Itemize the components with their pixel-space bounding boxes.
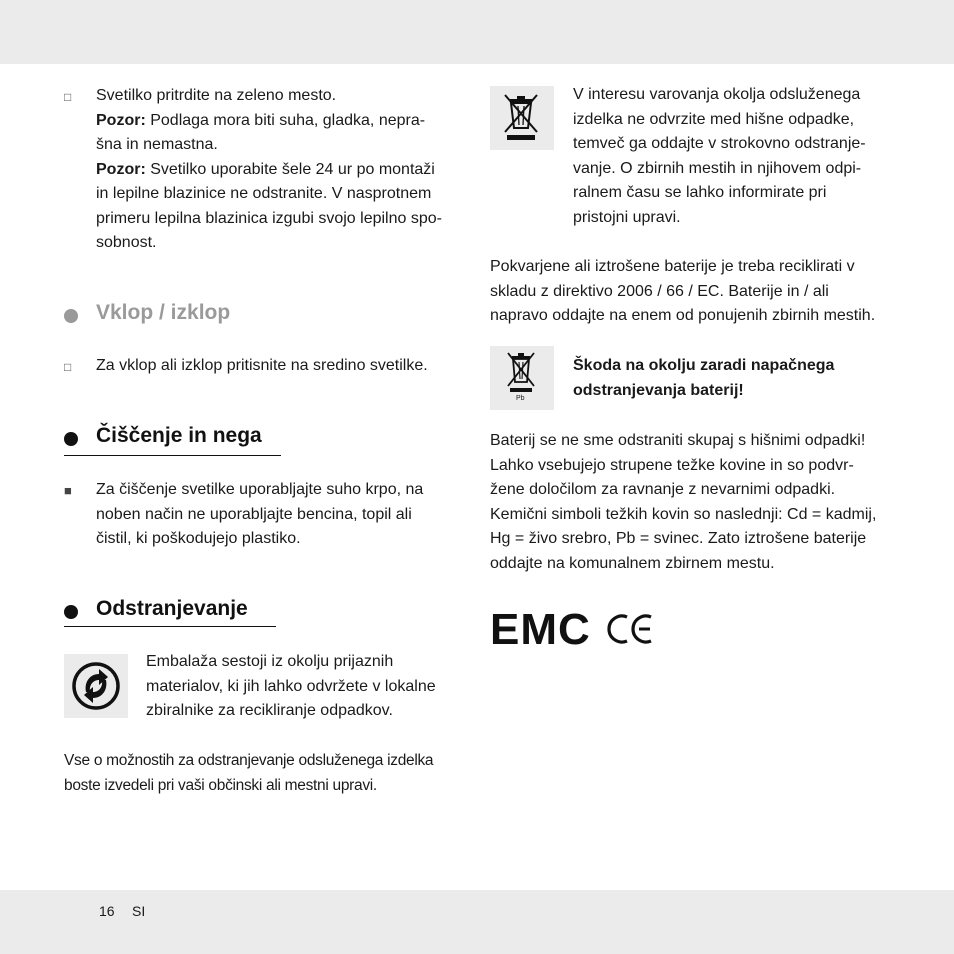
disposal-info bbox=[64, 749, 484, 798]
heading-dot bbox=[64, 432, 78, 446]
disposal-info-line: Vse o možnostih za odstranjevanje odsluženega izdelka bbox=[64, 752, 434, 769]
warning-1 bbox=[96, 109, 476, 134]
weee-line: pristojni upravi. bbox=[573, 208, 681, 226]
language-code: SI bbox=[132, 903, 146, 919]
crossed-bin-icon bbox=[490, 86, 554, 150]
heavy-metals-line: Lahko vsebujejo strupene težke kovine in so podvr- bbox=[490, 456, 854, 474]
warning-label: Pozor: bbox=[96, 111, 146, 129]
weee-line: V interesu varovanja okolja odsluženega bbox=[573, 86, 861, 103]
heavy-metals-line: žene določilom za ravnanje z nevarnimi odpadki. bbox=[490, 481, 836, 498]
care-line: čistil, ki poškodujejo plastiko. bbox=[96, 530, 301, 547]
list-bullet: □ bbox=[64, 90, 72, 104]
warning-1-cont: šna in nemastna. bbox=[96, 136, 218, 153]
heading-text: Vklop / izklop bbox=[96, 301, 231, 324]
weee-line: temveč ga oddajte v strokovno odstranje- bbox=[573, 135, 866, 152]
warning-2-cont: sobnost. bbox=[96, 234, 157, 251]
battery-warning-line: Škoda na okolju zaradi napačnega bbox=[573, 357, 835, 374]
heavy-metals-line: Hg = živo srebro, Pb = svinec. Zato iztrošene baterije bbox=[490, 530, 867, 547]
mount-line: Svetilko pritrdite na zeleno mesto. bbox=[96, 87, 337, 104]
heading-text: Čiščenje in nega bbox=[96, 424, 262, 447]
warning-label: Pozor: bbox=[96, 160, 146, 178]
battery-line: napravo oddajte na enem od ponujenih zbirnih mestih. bbox=[490, 307, 876, 324]
list-bullet: ■ bbox=[64, 483, 72, 498]
weee-text bbox=[573, 83, 903, 230]
packaging-line: zbiralnike za recikliranje odpadkov. bbox=[146, 702, 393, 719]
weee-line: ralnem času se lahko informirate pri bbox=[573, 184, 827, 201]
page-number: 16 bbox=[99, 903, 115, 919]
heading-dot bbox=[64, 605, 78, 619]
packaging-line: Embalaža sestoji iz okolju prijaznih bbox=[146, 653, 394, 670]
heavy-metals-line: Kemični simboli težkih kovin so naslednji: Cd = kadmij, bbox=[490, 505, 877, 523]
battery-warning-line: odstranjevanja baterij! bbox=[573, 381, 744, 399]
header-band bbox=[0, 0, 954, 64]
warning-2-cont: in lepilne blazinice ne odstranite. V nasprotnem bbox=[96, 185, 432, 202]
battery-warning bbox=[573, 354, 913, 403]
packaging-line: materialov, ki jih lahko odvržete v lokalne bbox=[146, 677, 436, 695]
emc-logo: EMC bbox=[490, 605, 591, 654]
warning-2-text: Svetilko uporabite šele 24 ur po montaži bbox=[145, 160, 435, 178]
weee-line: izdelka ne odvrzite med hišne odpadke, bbox=[573, 110, 855, 128]
heading-underline bbox=[64, 626, 276, 627]
battery-line: Pokvarjene ali iztrošene baterije je treba reciklirati v bbox=[490, 258, 855, 275]
warning-2 bbox=[96, 158, 476, 183]
pb-label: Pb bbox=[516, 395, 525, 402]
battery-bin-icon bbox=[490, 346, 554, 410]
heavy-metals-line: oddajte na komunalnem zbirnem mestu. bbox=[490, 554, 775, 572]
heading-underline bbox=[64, 455, 281, 456]
warning-1-text: Podlaga mora biti suha, gladka, nepra- bbox=[145, 111, 426, 129]
weee-line: vanje. O zbirnih mestih in njihovem odpi- bbox=[573, 159, 862, 177]
heading-dot bbox=[64, 309, 78, 323]
green-dot-recycling-icon bbox=[64, 654, 128, 718]
care-line: noben način ne uporabljajte bencina, topil ali bbox=[96, 505, 412, 523]
packaging-text bbox=[146, 650, 476, 724]
ce-mark-icon bbox=[606, 612, 656, 651]
footer-band bbox=[0, 890, 954, 954]
switch-text: Za vklop ali izklop pritisnite na sredino svetilke. bbox=[96, 357, 428, 374]
heavy-metals-line: Baterij se ne sme odstraniti skupaj s hišnimi odpadki! bbox=[490, 432, 866, 449]
heading-text: Odstranjevanje bbox=[96, 597, 248, 620]
care-text bbox=[96, 478, 476, 552]
warning-2-cont: primeru lepilna blazinica izgubi svojo lepilno spo- bbox=[96, 209, 442, 227]
heavy-metals-text bbox=[490, 429, 920, 576]
disposal-info-line: boste izvedeli pri vaši občinski ali mestni upravi. bbox=[64, 776, 377, 794]
battery-line: skladu z direktivo 2006 / 66 / EC. Baterije in / ali bbox=[490, 282, 829, 300]
battery-text bbox=[490, 255, 910, 329]
mount-instructions bbox=[96, 84, 476, 256]
list-bullet: □ bbox=[64, 360, 72, 374]
care-line: Za čiščenje svetilke uporabljajte suho krpo, na bbox=[96, 481, 424, 498]
